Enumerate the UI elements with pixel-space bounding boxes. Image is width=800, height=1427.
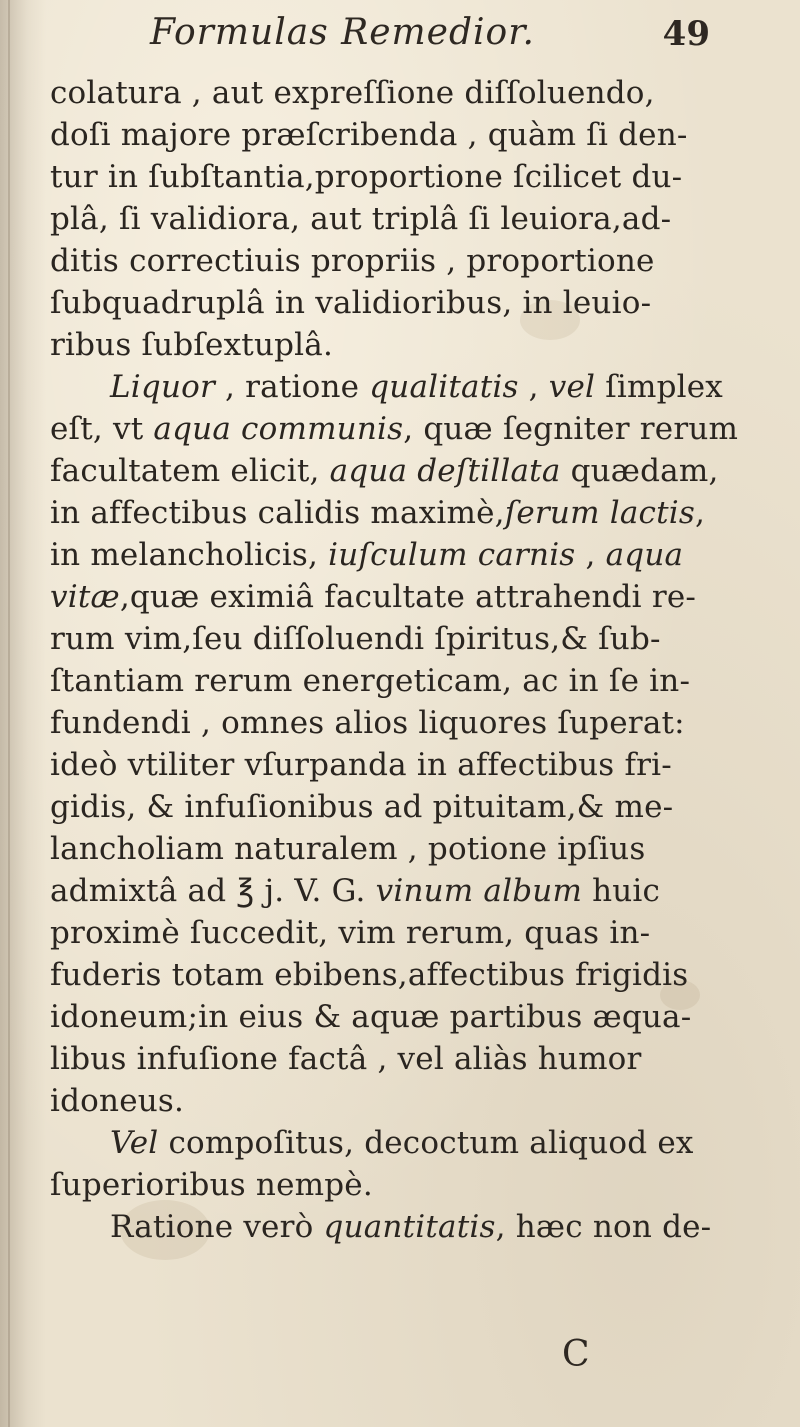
text-line: plâ, ſi validiora, aut triplâ ſi leuiora,ad- — [50, 201, 672, 237]
body-text — [50, 72, 770, 1248]
text-line: idoneum;in eius & aquæ partibus æqua- — [50, 999, 692, 1035]
text-line: admixtâ ad ℥ j. V. G. vinum album huic — [50, 873, 661, 909]
italic-term: Liquor — [110, 369, 215, 405]
italic-term: Vel — [110, 1125, 159, 1161]
text-line: ſtantiam rerum energeticam, ac in ſe in- — [50, 663, 691, 699]
italic-term: aqua communis — [153, 411, 404, 447]
italic-term: quantitatis — [323, 1209, 496, 1245]
text-line: ideò vtiliter vſurpanda in affectibus fri- — [50, 747, 672, 783]
text-line: fuderis totam ebibens,affectibus frigidis — [50, 957, 689, 993]
text-line: eſt, vt aqua communis, quæ ſegniter rerum — [50, 411, 739, 447]
text-line: idoneus. — [50, 1083, 185, 1119]
text-line: fundendi , omnes alios liquores ſuperat: — [50, 705, 685, 741]
italic-term: vel — [548, 369, 596, 405]
running-head — [150, 8, 710, 58]
text-line: ſuperioribus nempè. — [50, 1167, 373, 1203]
text-line: proximè ſuccedit, vim rerum, quas in- — [50, 915, 651, 951]
italic-term: ſerum lactis — [504, 495, 695, 531]
paragraph-start-line: Liquor , ratione qualitatis , vel ſimplex — [110, 369, 723, 405]
binding-gutter-shadow — [0, 0, 46, 1427]
paragraph-start-line: Vel compoſitus, decoctum aliquod ex — [110, 1125, 694, 1161]
italic-term: qualitatis — [369, 369, 519, 405]
page-number: 49 — [662, 14, 710, 54]
text-line: libus infuſione factâ , vel aliàs humor — [50, 1041, 642, 1077]
running-head-title: Formulas Remedior. — [150, 12, 535, 53]
text-line: ribus ſubſextuplâ. — [50, 327, 334, 363]
signature-mark: C — [562, 1334, 590, 1375]
text-line: in affectibus calidis maximè,ſerum lactis, — [50, 495, 706, 531]
binding-edge-line — [8, 0, 10, 1427]
italic-term: aqua deſtillata — [329, 453, 561, 489]
text-line: vitæ,quæ eximiâ facultate attrahendi re- — [50, 579, 697, 615]
text-line: tur in ſubſtantia,proportione ſcilicet du- — [50, 159, 683, 195]
text-line: ſubquadruplâ in validioribus, in leuio- — [50, 285, 652, 321]
text-line: doſi majore præſcribenda , quàm ſi den- — [50, 117, 688, 153]
text-line: lancholiam naturalem , potione ipſius — [50, 831, 646, 867]
text-line: gidis, & infuſionibus ad pituitam,& me- — [50, 789, 674, 825]
italic-term: aqua — [605, 537, 684, 573]
italic-term: vinum album — [375, 873, 583, 909]
text-line: rum vim,ſeu diſſoluendi ſpiritus,& ſub- — [50, 621, 661, 657]
text-line: facultatem elicit, aqua deſtillata quædam, — [50, 453, 719, 489]
paragraph-start-line: Ratione verò quantitatis, hæc non de- — [110, 1209, 712, 1245]
italic-term: vitæ — [50, 579, 120, 615]
text-line: ditis correctiuis propriis , proportione — [50, 243, 655, 279]
italic-term: iuſculum carnis — [328, 537, 576, 573]
text-line: in melancholicis, iuſculum carnis , aqua — [50, 537, 684, 573]
text-line: colatura , aut expreſſione diſſoluendo, — [50, 75, 655, 111]
